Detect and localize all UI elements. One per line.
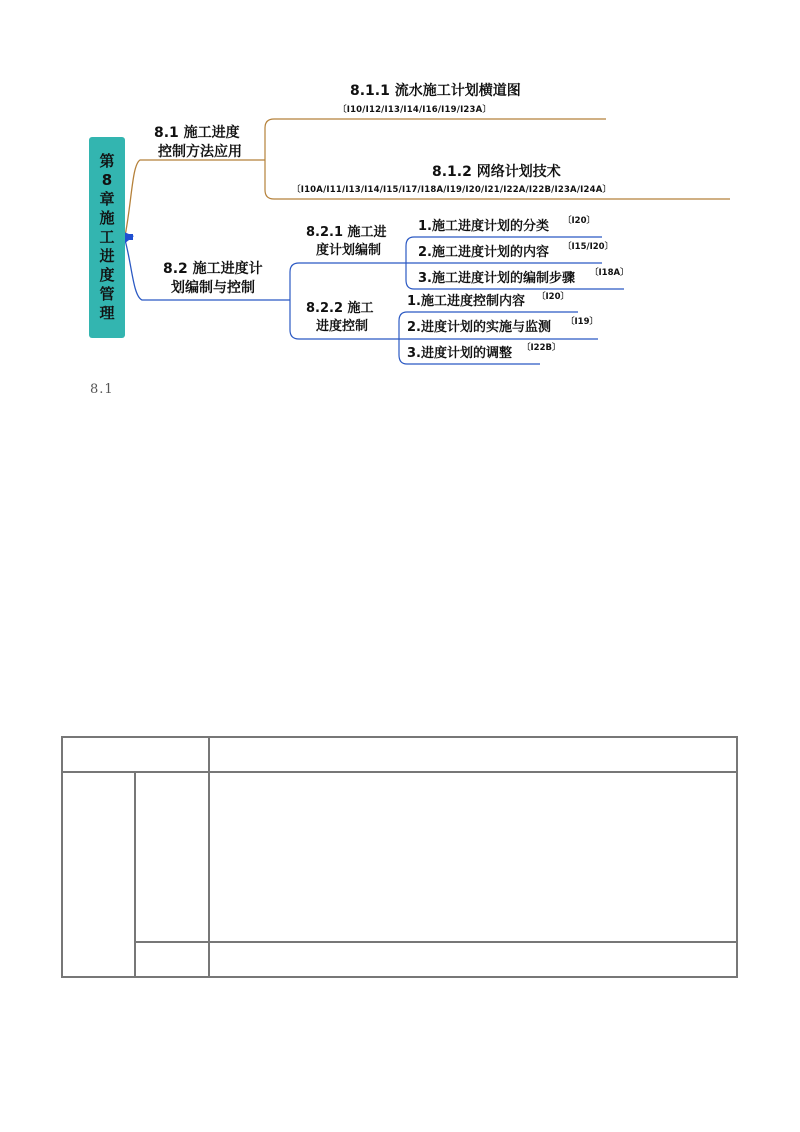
leaf-8-2-1-1-tag: 〔I20〕 bbox=[563, 216, 595, 226]
node-8-1-2-tag: 〔I10A/I11/I13/I14/I15/I17/I18A/I19/I20/I21/I22A/I22B/I23A/I24A〕 bbox=[292, 185, 612, 195]
leaf-8-2-2-1: 1.施工进度控制内容 bbox=[407, 294, 525, 309]
branch-8-1-line1: 8.1 施工进度 bbox=[154, 125, 240, 141]
mind-map bbox=[0, 0, 800, 400]
leaf-8-2-1-3: 3.施工进度计划的编制步骤 bbox=[418, 271, 575, 286]
node-8-1-1-title: 8.1.1 流水施工计划横道图 bbox=[350, 83, 521, 99]
branch-8-1-label bbox=[154, 124, 242, 162]
leaf-8-2-1-2: 2.施工进度计划的内容 bbox=[418, 245, 549, 260]
root-label: 第8章施工进度管理 bbox=[99, 152, 115, 322]
leaf-8-2-2-3: 3.进度计划的调整 bbox=[407, 346, 512, 361]
branch-8-1-line2: 控制方法应用 bbox=[158, 144, 242, 160]
leaf-8-2-2-1-tag: 〔I20〕 bbox=[537, 292, 569, 302]
leaf-8-2-1-3-tag: 〔I18A〕 bbox=[590, 268, 629, 278]
branch-8-2-line2: 划编制与控制 bbox=[171, 280, 255, 296]
node-8-2-2-label bbox=[306, 300, 374, 336]
connector-8-2-1 bbox=[290, 263, 395, 300]
node-8-2-1-line1: 8.2.1 施工进 bbox=[306, 225, 387, 240]
node-8-2-1-label bbox=[306, 224, 387, 260]
root-node bbox=[89, 137, 125, 338]
leaf-8-2-2-2-tag: 〔I19〕 bbox=[566, 317, 598, 327]
node-8-1-2-title: 8.1.2 网络计划技术 bbox=[432, 164, 561, 180]
leaf-8-2-1-1: 1.施工进度计划的分类 bbox=[418, 219, 549, 234]
leaf-8-2-2-3-tag: 〔I22B〕 bbox=[522, 343, 561, 353]
root-connector-8-1 bbox=[125, 160, 265, 236]
data-table bbox=[61, 736, 738, 978]
node-8-2-2-line2: 进度控制 bbox=[316, 319, 369, 334]
connector-8-1-1 bbox=[265, 119, 606, 160]
branch-8-2-label bbox=[163, 260, 263, 298]
node-8-2-2-line1: 8.2.2 施工 bbox=[306, 301, 374, 316]
branch-8-2-line1: 8.2 施工进度计 bbox=[163, 261, 263, 277]
section-number: 8.1 bbox=[90, 382, 114, 397]
leaf-8-2-1-2-tag: 〔I15/I20〕 bbox=[563, 242, 614, 252]
node-8-1-1-tag: 〔I10/I12/I13/I14/I16/I19/I23A〕 bbox=[338, 105, 492, 115]
root-connector-bar bbox=[125, 234, 133, 240]
leaf-8-2-2-2: 2.进度计划的实施与监测 bbox=[407, 320, 551, 335]
node-8-2-1-line2: 度计划编制 bbox=[316, 243, 382, 258]
